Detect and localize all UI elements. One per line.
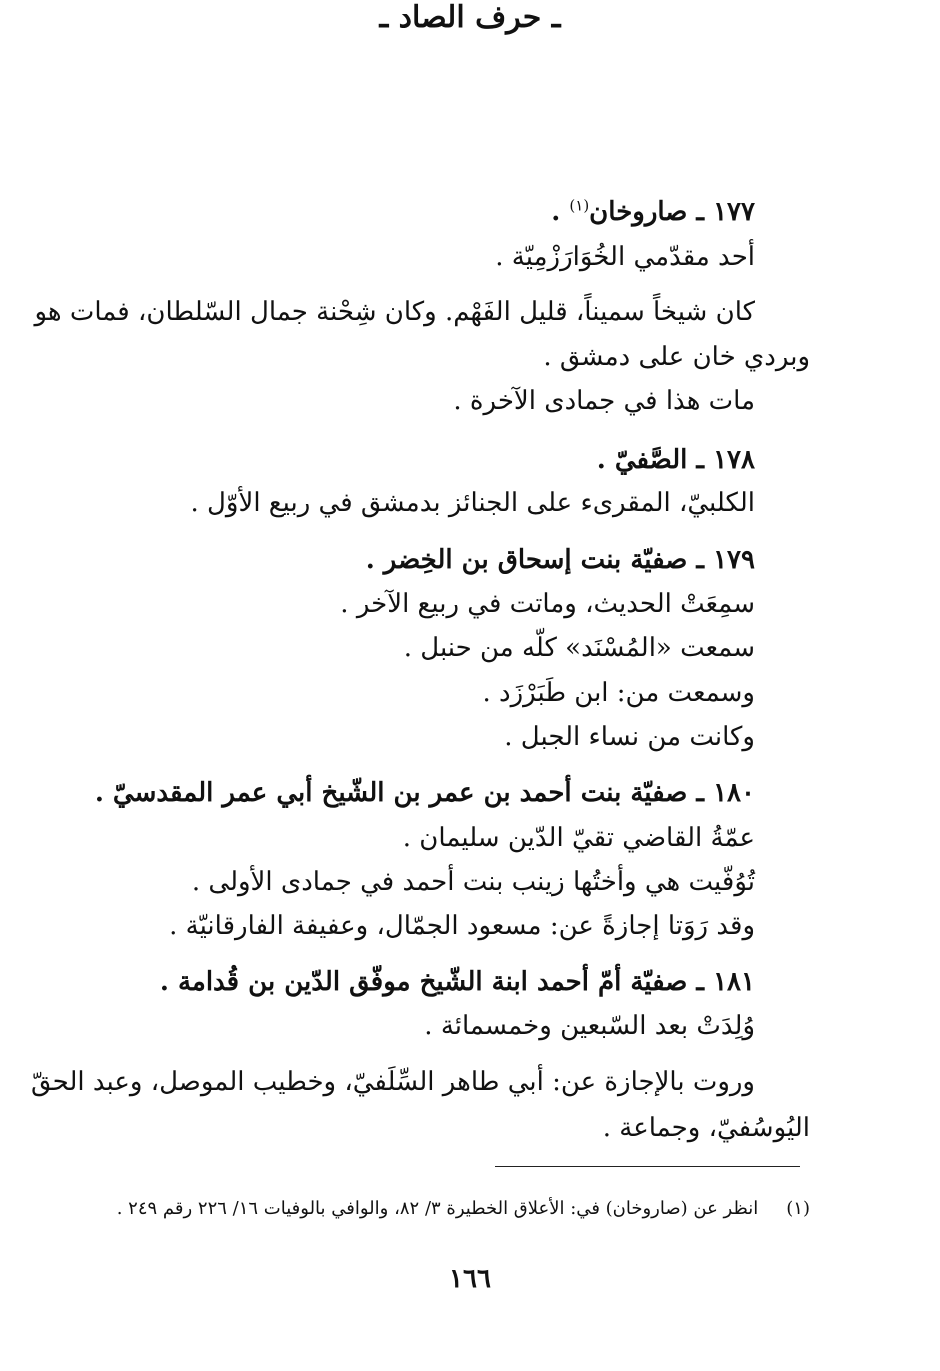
entry-line: سمِعَتْ الحديث، وماتت في ربيع الآخر . bbox=[340, 589, 755, 619]
entry-heading-text: ١٧٧ ـ صاروخان bbox=[589, 197, 755, 227]
footnote-rule bbox=[495, 1166, 800, 1167]
entry-line: وروت بالإجازة عن: أبي طاهر السِّلَفيّ، وخطيب الموصل، وعبد الحقّ bbox=[31, 1067, 755, 1097]
entry-heading-end: . bbox=[551, 197, 570, 227]
footnote-marker: (١) bbox=[786, 1198, 810, 1219]
entry-heading-178: ١٧٨ ـ الصَّفيّ . bbox=[596, 445, 755, 475]
entry-line: وسمعت من: ابن طَبَرْزَد . bbox=[482, 678, 755, 708]
entry-line: مات هذا في جمادى الآخرة . bbox=[453, 386, 755, 416]
footnote-text: انظر عن (صاروخان) في: الأعلاق الخطيرة ٣/ ٨٢، والوافي بالوفيات ١٦/ ٢٢٦ رقم ٢٤٩ . bbox=[116, 1198, 759, 1219]
entry-line: اليُوسُفيّ، وجماعة . bbox=[602, 1113, 810, 1143]
footnote-reference[interactable]: (١) bbox=[569, 196, 590, 215]
entry-line: وُلِدَتْ بعد السّبعين وخمسمائة . bbox=[424, 1011, 755, 1041]
entry-line: وكانت من نساء الجبل . bbox=[504, 722, 755, 752]
section-title: ـ حرف الصاد ـ bbox=[379, 0, 561, 35]
entry-line: عمّةُ القاضي تقيّ الدّين سليمان . bbox=[402, 823, 755, 853]
entry-heading-179: ١٧٩ ـ صفيّة بنت إسحاق بن الخِضر . bbox=[365, 545, 755, 575]
page-number: ١٦٦ bbox=[449, 1264, 491, 1294]
entry-line: وبردي خان على دمشق . bbox=[543, 342, 810, 372]
entry-line: الكلبيّ، المقرىء على الجنائز بدمشق في ربيع الأوّل . bbox=[190, 488, 755, 518]
entry-heading-181: ١٨١ ـ صفيّة أمّ أحمد ابنة الشّيخ موفّق الدّين بن قُدامة . bbox=[159, 967, 755, 997]
footnote bbox=[117, 1194, 810, 1224]
entry-line: تُوُفّيت هي وأختُها زينب بنت أحمد في جمادى الأولى . bbox=[191, 867, 755, 897]
entry-line: سمعت «المُسْنَد» كلّه من حنبل . bbox=[403, 633, 755, 663]
entry-heading-180: ١٨٠ ـ صفيّة بنت أحمد بن عمر بن الشّيخ أبي عمر المقدسيّ . bbox=[94, 778, 755, 808]
entry-line: أحد مقدّمي الخُوَارَزْمِيّة . bbox=[495, 242, 755, 272]
entry-line: وقد رَوَتا إجازةً عن: مسعود الجمّال، وعفيفة الفارقانيّة . bbox=[169, 911, 755, 941]
entry-line: كان شيخاً سميناً، قليل الفَهْم. وكان شِحْنة جمال السّلطان، فمات هو bbox=[34, 297, 755, 327]
entry-heading-177 bbox=[551, 192, 755, 232]
